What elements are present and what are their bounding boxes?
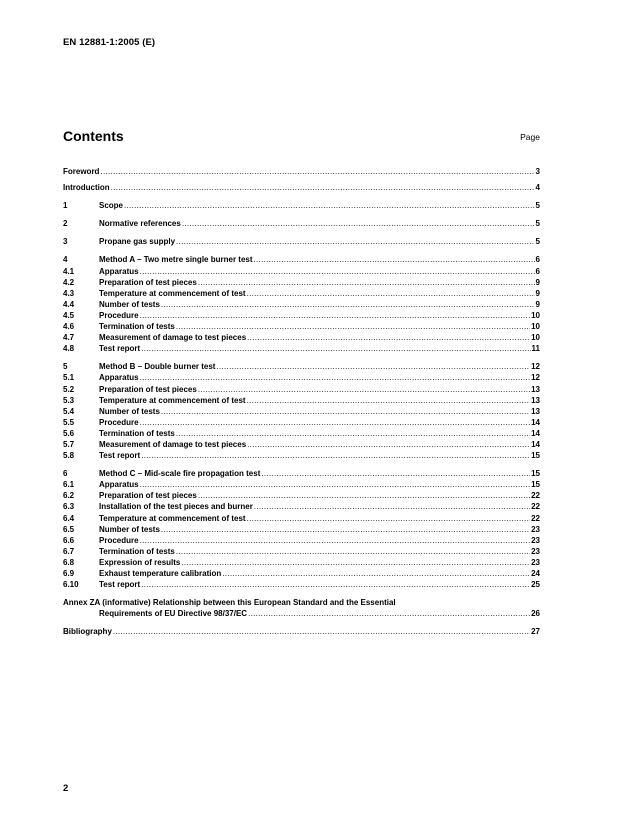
- toc-entry-page: 23: [531, 546, 540, 556]
- toc-group-section-6: [63, 468, 540, 590]
- toc-entry-number: 4.4: [63, 299, 75, 309]
- toc-entry-section-6[interactable]: [63, 468, 540, 479]
- toc-entry-title: Temperature at commencement of test: [99, 395, 246, 405]
- leader-dots: [140, 310, 531, 321]
- toc-entry-page: 5: [535, 237, 540, 247]
- toc-entry-page: 12: [531, 373, 540, 383]
- toc-entry-title: Preparation of test pieces: [99, 491, 197, 501]
- toc-entry-4-4[interactable]: [63, 299, 540, 310]
- leader-dots: [141, 450, 530, 461]
- leader-dots: [161, 299, 535, 310]
- leader-dots: [140, 266, 535, 277]
- toc-group-section-1: [63, 200, 540, 211]
- leader-dots: [216, 361, 530, 372]
- toc-entry-number: 5.6: [63, 428, 75, 438]
- toc-entry-page: 9: [535, 277, 540, 287]
- toc-entry-number: 5.8: [63, 451, 75, 461]
- toc-entry-number: 4.6: [63, 322, 75, 332]
- leader-dots: [140, 479, 531, 490]
- toc-entry-title: Temperature at commencement of test: [99, 513, 246, 523]
- toc-entry-page: 22: [531, 491, 540, 501]
- toc-group-introduction: [63, 182, 540, 193]
- toc-entry-4-3[interactable]: [63, 288, 540, 299]
- toc-entry-section-2[interactable]: [63, 218, 540, 229]
- toc-entry-number: 6.1: [63, 480, 75, 490]
- leader-dots: [254, 501, 530, 512]
- leader-dots: [176, 546, 530, 557]
- leader-dots: [140, 535, 531, 546]
- toc-entry-page: 23: [531, 557, 540, 567]
- toc-entry-annex-za-line-1[interactable]: Annex ZA (informative) Relationship between this European Standard and the Essential: [63, 598, 396, 608]
- toc-entry-4-2[interactable]: [63, 277, 540, 288]
- toc-entry-section-1[interactable]: [63, 200, 540, 211]
- leader-dots: [176, 236, 535, 247]
- toc-entry-6-1[interactable]: [63, 479, 540, 490]
- toc-entry-title: Requirements of EU Directive 98/37/EC: [99, 609, 248, 619]
- toc-entry-number: 6.3: [63, 502, 75, 512]
- toc-entry-title: Method A – Two metre single burner test: [99, 255, 253, 265]
- toc-entry-page: 23: [531, 524, 540, 534]
- toc-entry-title: Apparatus: [99, 373, 139, 383]
- toc-entry-number: 5.5: [63, 417, 75, 427]
- toc-entry-title: Introduction: [63, 183, 110, 193]
- toc-entry-number: 5.2: [63, 384, 75, 394]
- toc-group-section-2: [63, 218, 540, 229]
- toc-entry-number: 6.9: [63, 569, 75, 578]
- toc-entry-5-5[interactable]: [63, 417, 540, 428]
- toc-entry-bibliography[interactable]: [63, 626, 540, 637]
- toc-entry-number: 5.1: [63, 373, 75, 383]
- toc-entry-title: Measurement of damage to test pieces: [99, 439, 247, 449]
- toc-entry-number: 6.7: [63, 546, 75, 556]
- toc-entry-title: Expression of results: [99, 557, 181, 567]
- toc-entry-title: Number of tests: [99, 299, 160, 309]
- leader-dots: [141, 343, 530, 354]
- toc-entry-page: 14: [531, 428, 540, 438]
- toc-entry-number: 5: [63, 362, 68, 372]
- toc-entry-page: 14: [531, 417, 540, 427]
- toc-entry-title: Normative references: [99, 219, 181, 229]
- toc-group-annex-za: [63, 597, 540, 619]
- leader-dots: [111, 182, 535, 193]
- leader-dots: [124, 200, 535, 211]
- leader-dots: [248, 608, 530, 619]
- toc-entry-page: 13: [531, 395, 540, 405]
- leader-dots: [198, 384, 530, 395]
- toc-entry-title: Test report: [99, 451, 141, 461]
- toc-entry-6-2[interactable]: [63, 490, 540, 501]
- toc-entry-title: Procedure: [99, 535, 139, 545]
- toc-entry-page: 15: [531, 469, 540, 479]
- leader-dots: [100, 166, 534, 177]
- leader-dots: [198, 490, 530, 501]
- toc-entry-title: Procedure: [99, 417, 139, 427]
- toc-entry-title: Method C – Mid-scale fire propagation test: [99, 469, 261, 479]
- page-column-label: Page: [520, 132, 540, 142]
- toc-entry-page: 22: [531, 502, 540, 512]
- leader-dots: [247, 332, 530, 343]
- toc-entry-title: Bibliography: [63, 627, 112, 637]
- toc-entry-title: Installation of the test pieces and burner: [99, 502, 253, 512]
- toc-entry-page: 6: [535, 255, 540, 265]
- toc-entry-section-3[interactable]: [63, 236, 540, 247]
- toc-entry-page: 10: [531, 322, 540, 332]
- toc-entry-number: 4.8: [63, 344, 75, 354]
- toc-entry-title: Apparatus: [99, 266, 139, 276]
- toc-entry-title: Measurement of damage to test pieces: [99, 333, 247, 343]
- toc-entry-5-8[interactable]: [63, 450, 540, 461]
- toc-entry-6-10[interactable]: [63, 579, 540, 590]
- toc-entry-title: Termination of tests: [99, 428, 175, 438]
- toc-entry-number: 6.6: [63, 535, 75, 545]
- toc-entry-page: 27: [531, 627, 540, 637]
- toc-group-section-4: [63, 254, 540, 354]
- toc-entry-page: 24: [531, 569, 540, 578]
- toc-entry-page: 9: [535, 288, 540, 298]
- toc-entry-title: Temperature at commencement of test: [99, 288, 246, 298]
- toc-entry-page: 15: [531, 451, 540, 461]
- toc-entry-number: 4.7: [63, 333, 75, 343]
- toc-entry-6-5[interactable]: [63, 524, 540, 535]
- leader-dots: [254, 254, 535, 265]
- toc-entry-page: 9: [535, 299, 540, 309]
- toc-entry-6-8[interactable]: [63, 557, 540, 568]
- leader-dots: [113, 626, 530, 637]
- toc-entry-6-6[interactable]: [63, 535, 540, 546]
- contents-title: Contents: [63, 128, 124, 144]
- toc-entry-5-1[interactable]: [63, 372, 540, 383]
- toc-entry-4-6[interactable]: [63, 321, 540, 332]
- leader-dots: [261, 468, 530, 479]
- toc-entry-number: 1: [63, 201, 68, 211]
- toc-entry-page: 3: [535, 167, 540, 176]
- toc-group-bibliography: [63, 626, 540, 637]
- toc-entry-introduction[interactable]: [63, 182, 540, 193]
- toc-entry-number: 6.5: [63, 524, 75, 534]
- toc-entry-title: Method B – Double burner test: [99, 362, 216, 372]
- toc-entry-number: 6.2: [63, 491, 75, 501]
- toc-entry-number: 5.3: [63, 395, 75, 405]
- leader-dots: [141, 579, 530, 590]
- toc-entry-title: Number of tests: [99, 524, 160, 534]
- toc-entry-number: 4: [63, 255, 68, 265]
- toc-entry-page: 14: [531, 439, 540, 449]
- leader-dots: [140, 417, 531, 428]
- toc-entry-title: Termination of tests: [99, 546, 175, 556]
- toc-entry-number: 5.7: [63, 439, 75, 449]
- toc-group-section-5: [63, 361, 540, 461]
- toc-entry-page: 11: [531, 344, 540, 354]
- document-id: EN 12881-1:2005 (E): [63, 37, 156, 48]
- toc-entry-number: 3: [63, 237, 68, 247]
- toc-entry-5-3[interactable]: [63, 395, 540, 406]
- toc-entry-number: 2: [63, 219, 68, 229]
- toc-entry-page: 13: [531, 384, 540, 394]
- toc-entry-number: 6.8: [63, 557, 75, 567]
- toc-entry-page: 5: [535, 219, 540, 229]
- toc-entry-5-7[interactable]: [63, 439, 540, 450]
- toc-entry-number: 5.4: [63, 406, 75, 416]
- toc-entry-page: 23: [531, 535, 540, 545]
- toc-entry-6-3[interactable]: [63, 501, 540, 512]
- toc-group-section-3: [63, 236, 540, 247]
- toc-entry-annex-za[interactable]: [63, 608, 540, 619]
- leader-dots: [247, 288, 535, 299]
- toc-entry-5-4[interactable]: [63, 406, 540, 417]
- leader-dots: [176, 428, 530, 439]
- toc-entry-title: Exhaust temperature calibration: [99, 569, 222, 578]
- toc-entry-6-7[interactable]: [63, 546, 540, 557]
- toc-entry-page: 6: [535, 266, 540, 276]
- toc-entry-page: 25: [531, 580, 540, 590]
- toc-entry-5-2[interactable]: [63, 384, 540, 395]
- toc-entry-title: Test report: [99, 344, 141, 354]
- toc-entry-page: 4: [535, 183, 540, 193]
- leader-dots: [176, 321, 530, 332]
- toc-entry-number: 4.1: [63, 266, 75, 276]
- toc-entry-page: 10: [531, 333, 540, 343]
- leader-dots: [161, 406, 530, 417]
- leader-dots: [161, 524, 530, 535]
- toc-entry-page: 5: [535, 201, 540, 211]
- leader-dots: [198, 277, 535, 288]
- toc-entry-section-4[interactable]: [63, 254, 540, 265]
- toc-entry-number: 4.5: [63, 310, 75, 320]
- toc-entry-6-4[interactable]: [63, 513, 540, 524]
- toc-group-foreword: [63, 166, 540, 177]
- toc-entry-number: 6.10: [63, 580, 79, 590]
- leader-dots: [182, 218, 535, 229]
- toc-entry-page: 15: [531, 480, 540, 490]
- toc-entry-number: 4.3: [63, 288, 75, 298]
- leader-dots: [140, 372, 531, 383]
- toc-entry-4-8[interactable]: [63, 343, 540, 354]
- toc-entry-4-5[interactable]: [63, 310, 540, 321]
- toc-entry-4-7[interactable]: [63, 332, 540, 343]
- leader-dots: [247, 395, 531, 406]
- toc-entry-foreword[interactable]: [63, 166, 540, 177]
- toc-entry-title: Preparation of test pieces: [99, 277, 197, 287]
- leader-dots: [247, 513, 531, 524]
- toc-entry-page: 10: [531, 310, 540, 320]
- page-number: 2: [63, 783, 69, 794]
- toc-entry-title: Procedure: [99, 310, 139, 320]
- leader-dots: [222, 568, 530, 579]
- toc-entry-title: Number of tests: [99, 406, 160, 416]
- toc-entry-title: Test report: [99, 580, 141, 590]
- toc-entry-page: 13: [531, 406, 540, 416]
- toc-entry-number: 6: [63, 469, 68, 479]
- toc-entry-5-6[interactable]: [63, 428, 540, 439]
- toc-entry-number: 6.4: [63, 513, 75, 523]
- leader-dots: [247, 439, 530, 450]
- toc-entry-page: 26: [531, 609, 540, 619]
- leader-dots: [181, 557, 530, 568]
- toc-entry-title: Termination of tests: [99, 322, 175, 332]
- toc-entry-6-9[interactable]: [63, 568, 540, 579]
- toc-entry-page: 22: [531, 513, 540, 523]
- toc-entry-title: Propane gas supply: [99, 237, 176, 247]
- toc-entry-title: Preparation of test pieces: [99, 384, 197, 394]
- toc-entry-4-1[interactable]: [63, 266, 540, 277]
- toc-entry-section-5[interactable]: [63, 361, 540, 372]
- toc-entry-number: 4.2: [63, 277, 75, 287]
- table-of-contents: [63, 166, 540, 644]
- toc-entry-title: Scope: [99, 201, 124, 211]
- toc-entry-page: 12: [531, 362, 540, 372]
- toc-entry-title: Apparatus: [99, 480, 139, 490]
- toc-entry-title: Foreword: [63, 167, 100, 176]
